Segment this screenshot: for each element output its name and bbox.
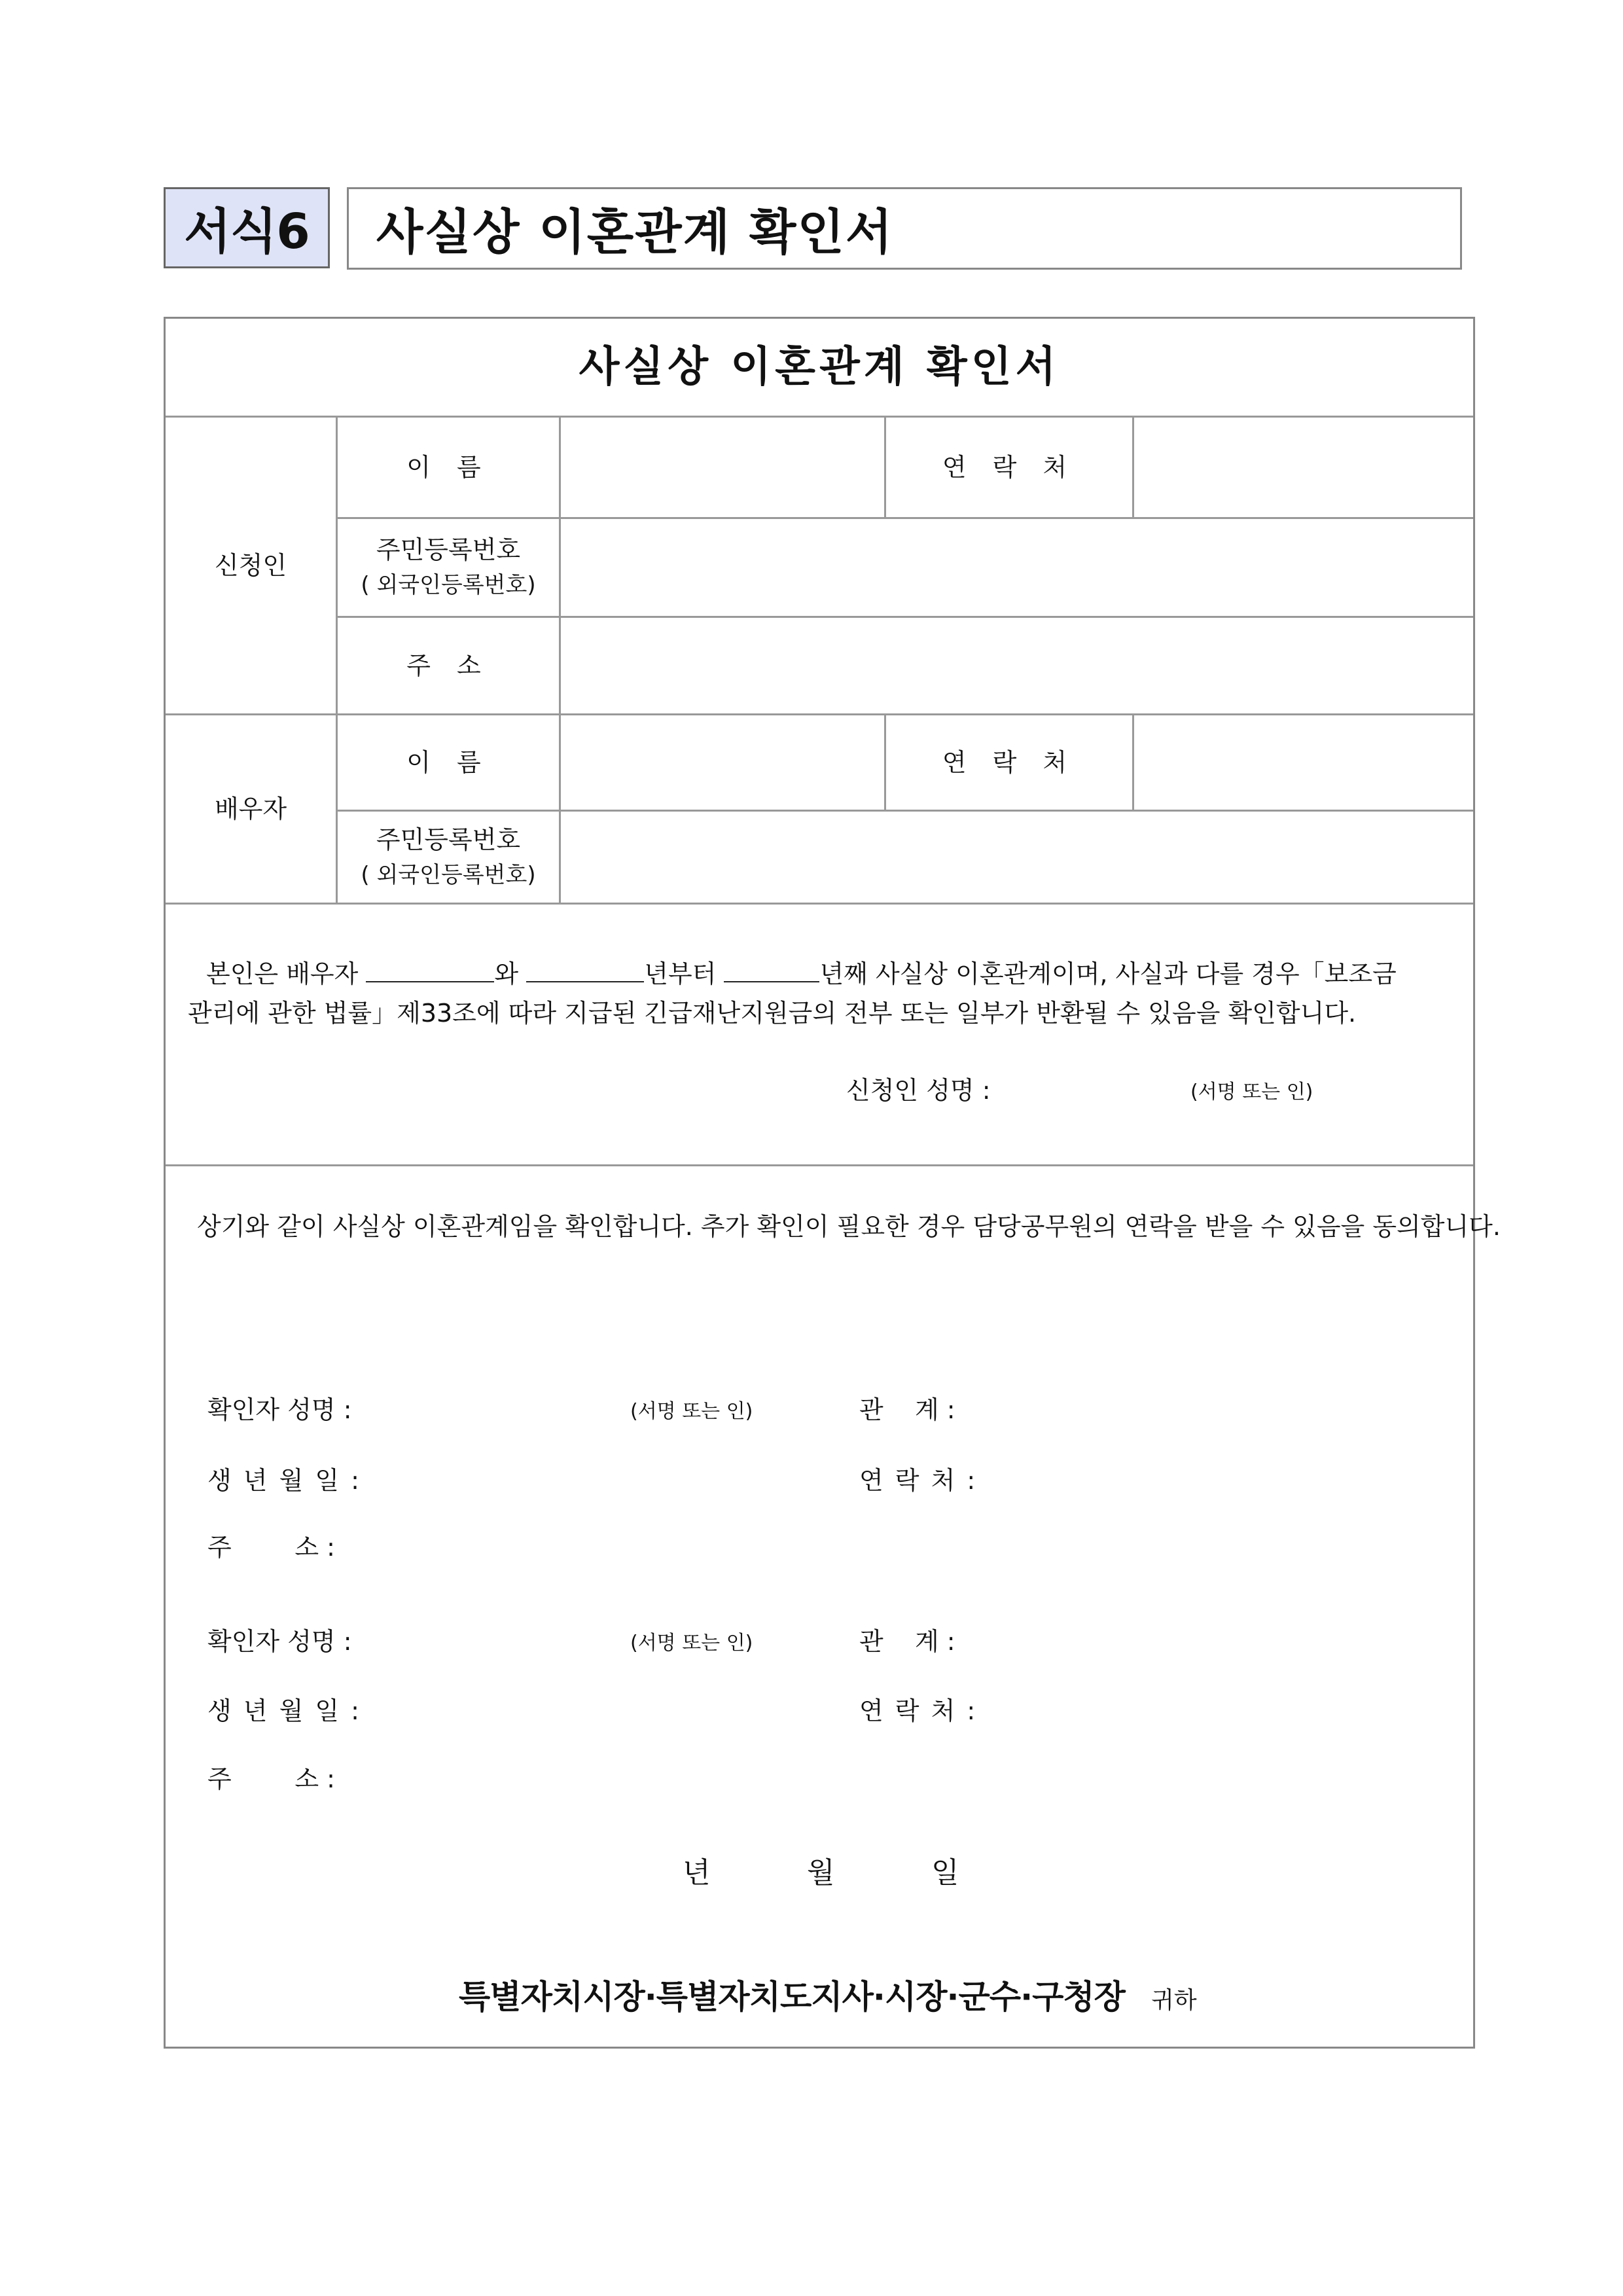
years-count-blank[interactable] xyxy=(724,959,819,982)
applicant-address-field[interactable] xyxy=(561,618,1473,713)
applicant-id-label-line2: ( 외국인등록번호) xyxy=(361,572,536,598)
statement-part1: 본인은 배우자 xyxy=(206,960,359,988)
applicant-name-label: 이 름 xyxy=(406,453,490,482)
spouse-section-label: 배우자 xyxy=(214,795,287,823)
spouse-name-field[interactable] xyxy=(561,715,884,810)
spouse-name-blank[interactable] xyxy=(366,959,494,982)
confirmation-text: 상기와 같이 사실상 이혼관계임을 확인합니다. 추가 확인이 필요한 경우 담당공무원의 연락을 받을 수 있음을 동의합니다. xyxy=(197,1212,1501,1241)
applicant-address-label: 주 소 xyxy=(406,651,490,680)
statement-line1 xyxy=(206,954,1397,990)
confirmer2-relation-label: 관 계 : xyxy=(859,1627,955,1656)
confirmer1-birth-label: 생 년 월 일 : xyxy=(207,1466,359,1495)
applicant-contact-label: 연 락 처 xyxy=(942,453,1077,482)
applicant-id-label xyxy=(338,519,559,616)
spouse-id-field[interactable] xyxy=(561,812,1473,903)
confirmer1-relation-label: 관 계 : xyxy=(859,1395,955,1424)
confirmer2-name-label: 확인자 성명 : xyxy=(207,1627,352,1656)
form-number-label: 서식6 xyxy=(164,187,330,268)
recipient-suffix: 귀하 xyxy=(1151,1987,1197,2014)
spouse-id-label-line2: ( 외국인등록번호) xyxy=(361,861,536,888)
date-month-label: 월 xyxy=(807,1856,835,1890)
spouse-name-label: 이 름 xyxy=(406,748,490,777)
spouse-contact-field[interactable] xyxy=(1134,715,1473,810)
date-day-label: 일 xyxy=(931,1856,959,1890)
confirmer1-sign-note: (서명 또는 인) xyxy=(630,1400,753,1423)
spouse-id-label xyxy=(338,812,559,903)
date-year-label: 년 xyxy=(683,1856,711,1890)
recipient-title: 특별자치시장·특별자치도지사·시장·군수·구청장 xyxy=(459,1978,1125,2016)
confirmer2-sign-note: (서명 또는 인) xyxy=(630,1632,753,1655)
confirmer2-birth-label: 생 년 월 일 : xyxy=(207,1696,359,1725)
form-frame xyxy=(164,317,1501,2049)
applicant-name-field[interactable] xyxy=(561,418,884,517)
statement-part4: 년째 사실상 이혼관계이며, 사실과 다를 경우「보조금 xyxy=(819,960,1397,988)
start-year-blank[interactable] xyxy=(526,959,644,982)
applicant-sign-note: (서명 또는 인) xyxy=(1190,1081,1313,1103)
form-title: 사실상 이혼관계 확인서 xyxy=(579,343,1060,391)
spouse-id-label-line1: 주민등록번호 xyxy=(376,825,521,854)
confirmer2-contact-label: 연 락 처 : xyxy=(859,1696,976,1725)
spouse-contact-label: 연 락 처 xyxy=(942,748,1077,777)
applicant-id-label-line1: 주민등록번호 xyxy=(376,535,521,564)
applicant-contact-field[interactable] xyxy=(1134,418,1473,517)
statement-line2: 관리에 관한 법률」제33조에 따라 지급된 긴급재난지원금의 전부 또는 일부가 반환될 수 있음을 확인합니다. xyxy=(188,999,1357,1028)
statement-part2: 와 xyxy=(494,960,519,988)
confirmer1-contact-label: 연 락 처 : xyxy=(859,1466,976,1495)
divider-statement-end xyxy=(166,1164,1473,1166)
applicant-id-field[interactable] xyxy=(561,519,1473,616)
confirmer2-address-label: 주 소 : xyxy=(207,1765,335,1793)
applicant-section-label: 신청인 xyxy=(214,551,287,580)
applicant-signer-label: 신청인 성명 : xyxy=(846,1076,991,1105)
recipient-line xyxy=(459,1971,1197,2018)
document-title: 사실상 이혼관계 확인서 xyxy=(347,187,1462,270)
statement-part3: 년부터 xyxy=(644,960,717,988)
confirmer1-name-label: 확인자 성명 : xyxy=(207,1395,352,1424)
divider-spouse-end xyxy=(166,903,1473,905)
confirmer1-address-label: 주 소 : xyxy=(207,1533,335,1562)
